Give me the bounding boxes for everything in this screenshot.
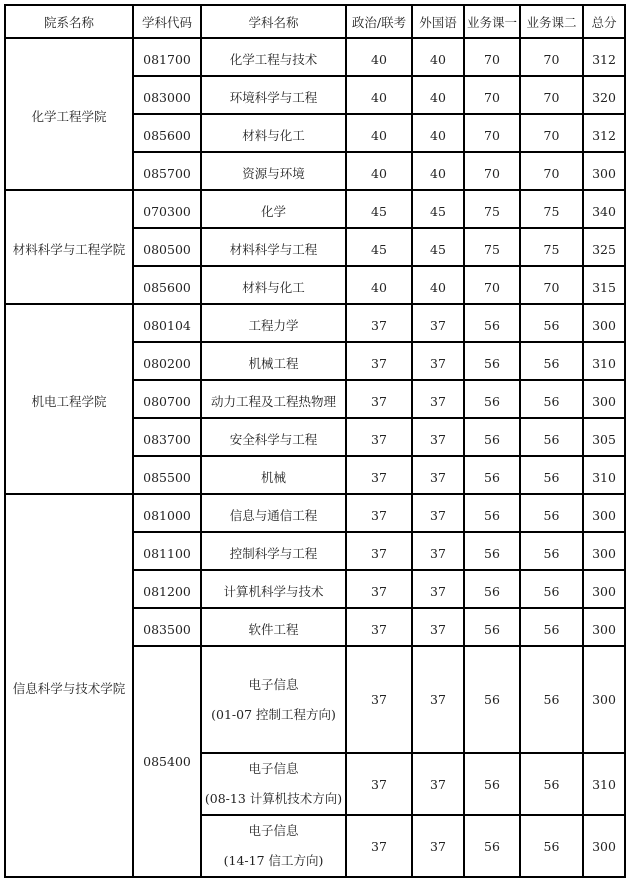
score-total: 300 [583,646,625,753]
subject-name: 机械 [201,456,346,494]
subject-name: 环境科学与工程 [201,76,346,114]
score-politics: 37 [346,380,412,418]
college-name: 信息科学与技术学院 [5,494,133,877]
score-total: 320 [583,76,625,114]
score-course-two: 56 [520,494,583,532]
table-row [5,304,625,342]
score-politics: 37 [346,753,412,815]
score-total: 300 [583,532,625,570]
score-course-one: 56 [464,342,520,380]
score-total: 325 [583,228,625,266]
score-politics: 37 [346,532,412,570]
subject-code: 081000 [133,494,201,532]
header-course-two: 业务课二 [520,5,583,38]
subject-title: 电子信息 [248,676,299,692]
score-foreign-language: 37 [412,608,464,646]
score-course-one: 56 [464,456,520,494]
subject-code: 085600 [133,266,201,304]
score-total: 312 [583,38,625,76]
header-total: 总分 [583,5,625,38]
score-politics: 37 [346,418,412,456]
header-code: 学科代码 [133,5,201,38]
score-course-two: 75 [520,228,583,266]
subject-code: 085600 [133,114,201,152]
score-foreign-language: 37 [412,570,464,608]
score-total: 300 [583,608,625,646]
score-politics: 37 [346,646,412,753]
score-course-one: 56 [464,532,520,570]
score-politics: 40 [346,152,412,190]
subject-name: 控制科学与工程 [201,532,346,570]
subject-code: 081200 [133,570,201,608]
score-total: 300 [583,380,625,418]
score-politics: 37 [346,304,412,342]
score-politics: 37 [346,342,412,380]
subject-code: 083700 [133,418,201,456]
college-name: 化学工程学院 [5,38,133,190]
score-course-two: 75 [520,190,583,228]
score-foreign-language: 37 [412,815,464,877]
score-foreign-language: 37 [412,532,464,570]
score-politics: 40 [346,114,412,152]
score-course-one: 56 [464,608,520,646]
header-course-one: 业务课一 [464,5,520,38]
score-politics: 45 [346,228,412,266]
score-total: 315 [583,266,625,304]
score-course-two: 70 [520,266,583,304]
subject-code: 080700 [133,380,201,418]
score-course-two: 56 [520,456,583,494]
score-course-two: 56 [520,304,583,342]
score-foreign-language: 40 [412,38,464,76]
score-course-two: 56 [520,342,583,380]
score-course-two: 56 [520,570,583,608]
score-total: 310 [583,456,625,494]
score-course-one: 56 [464,418,520,456]
header-row [5,5,625,38]
score-course-one: 56 [464,494,520,532]
subject-title: 电子信息 [248,761,299,776]
subject-name: 工程力学 [201,304,346,342]
score-total: 310 [583,753,625,815]
score-foreign-language: 37 [412,646,464,753]
score-course-one: 56 [464,815,520,877]
score-foreign-language: 37 [412,494,464,532]
subject-name: 化学工程与技术 [201,38,346,76]
subject-name: 材料与化工 [201,266,346,304]
score-course-two: 56 [520,418,583,456]
college-name: 机电工程学院 [5,304,133,494]
score-course-two: 56 [520,608,583,646]
score-course-two: 70 [520,76,583,114]
score-politics: 37 [346,608,412,646]
score-politics: 37 [346,815,412,877]
score-course-one: 56 [464,753,520,815]
subject-code: 081700 [133,38,201,76]
score-course-one: 70 [464,38,520,76]
score-total: 310 [583,342,625,380]
subject-code: 080200 [133,342,201,380]
subject-name: 动力工程及工程热物理 [201,380,346,418]
score-foreign-language: 37 [412,304,464,342]
subject-code: 081100 [133,532,201,570]
score-total: 300 [583,494,625,532]
score-course-two: 56 [520,646,583,753]
score-total: 305 [583,418,625,456]
score-course-one: 75 [464,228,520,266]
score-course-one: 75 [464,190,520,228]
table-row [5,38,625,76]
subject-title: 电子信息 [248,823,299,838]
subject-name: 材料科学与工程 [201,228,346,266]
subject-code: 083500 [133,608,201,646]
score-foreign-language: 37 [412,342,464,380]
score-foreign-language: 45 [412,228,464,266]
subject-name: 化学 [201,190,346,228]
subject-code: 080104 [133,304,201,342]
score-course-one: 70 [464,76,520,114]
subject-code: 085500 [133,456,201,494]
header-subject: 学科名称 [201,5,346,38]
subject-code: 070300 [133,190,201,228]
subject-code: 085700 [133,152,201,190]
score-total: 300 [583,152,625,190]
subject-name: 安全科学与工程 [201,418,346,456]
score-politics: 40 [346,266,412,304]
score-politics: 37 [346,570,412,608]
header-college: 院系名称 [5,5,133,38]
score-course-two: 56 [520,753,583,815]
score-course-two: 56 [520,815,583,877]
subject-name: 机械工程 [201,342,346,380]
score-course-two: 70 [520,114,583,152]
score-foreign-language: 40 [412,266,464,304]
score-total: 300 [583,304,625,342]
score-course-one: 56 [464,380,520,418]
score-foreign-language: 45 [412,190,464,228]
subject-code: 085400 [133,646,201,877]
score-foreign-language: 37 [412,456,464,494]
score-course-two: 56 [520,380,583,418]
score-course-two: 70 [520,152,583,190]
score-politics: 45 [346,190,412,228]
admission-score-table [4,4,626,878]
score-foreign-language: 37 [412,380,464,418]
subject-name: 软件工程 [201,608,346,646]
score-foreign-language: 40 [412,114,464,152]
score-foreign-language: 37 [412,753,464,815]
subject-code: 083000 [133,76,201,114]
subject-name [201,646,346,753]
score-foreign-language: 40 [412,152,464,190]
subject-name: 资源与环境 [201,152,346,190]
score-course-one: 56 [464,570,520,608]
score-politics: 40 [346,76,412,114]
subject-code: 080500 [133,228,201,266]
subject-name: 信息与通信工程 [201,494,346,532]
header-politics: 政治/联考 [346,5,412,38]
score-course-one: 70 [464,152,520,190]
table-row [5,494,625,532]
subject-name: 材料与化工 [201,114,346,152]
subject-name: 计算机科学与技术 [201,570,346,608]
table-row [5,190,625,228]
score-course-one: 56 [464,304,520,342]
subject-direction: (14-17 信工方向) [223,853,324,868]
score-total: 300 [583,570,625,608]
score-foreign-language: 37 [412,418,464,456]
subject-direction: (08-13 计算机技术方向) [204,791,343,806]
score-politics: 37 [346,456,412,494]
score-politics: 40 [346,38,412,76]
subject-name [201,815,346,877]
subject-name [201,753,346,815]
score-foreign-language: 40 [412,76,464,114]
score-course-two: 56 [520,532,583,570]
score-politics: 37 [346,494,412,532]
subject-direction: (01-07 控制工程方向) [211,706,336,722]
college-name: 材料科学与工程学院 [5,190,133,304]
score-total: 300 [583,815,625,877]
score-total: 340 [583,190,625,228]
score-course-one: 56 [464,646,520,753]
score-total: 312 [583,114,625,152]
score-course-two: 70 [520,38,583,76]
header-foreign-language: 外国语 [412,5,464,38]
score-course-one: 70 [464,114,520,152]
score-course-one: 70 [464,266,520,304]
